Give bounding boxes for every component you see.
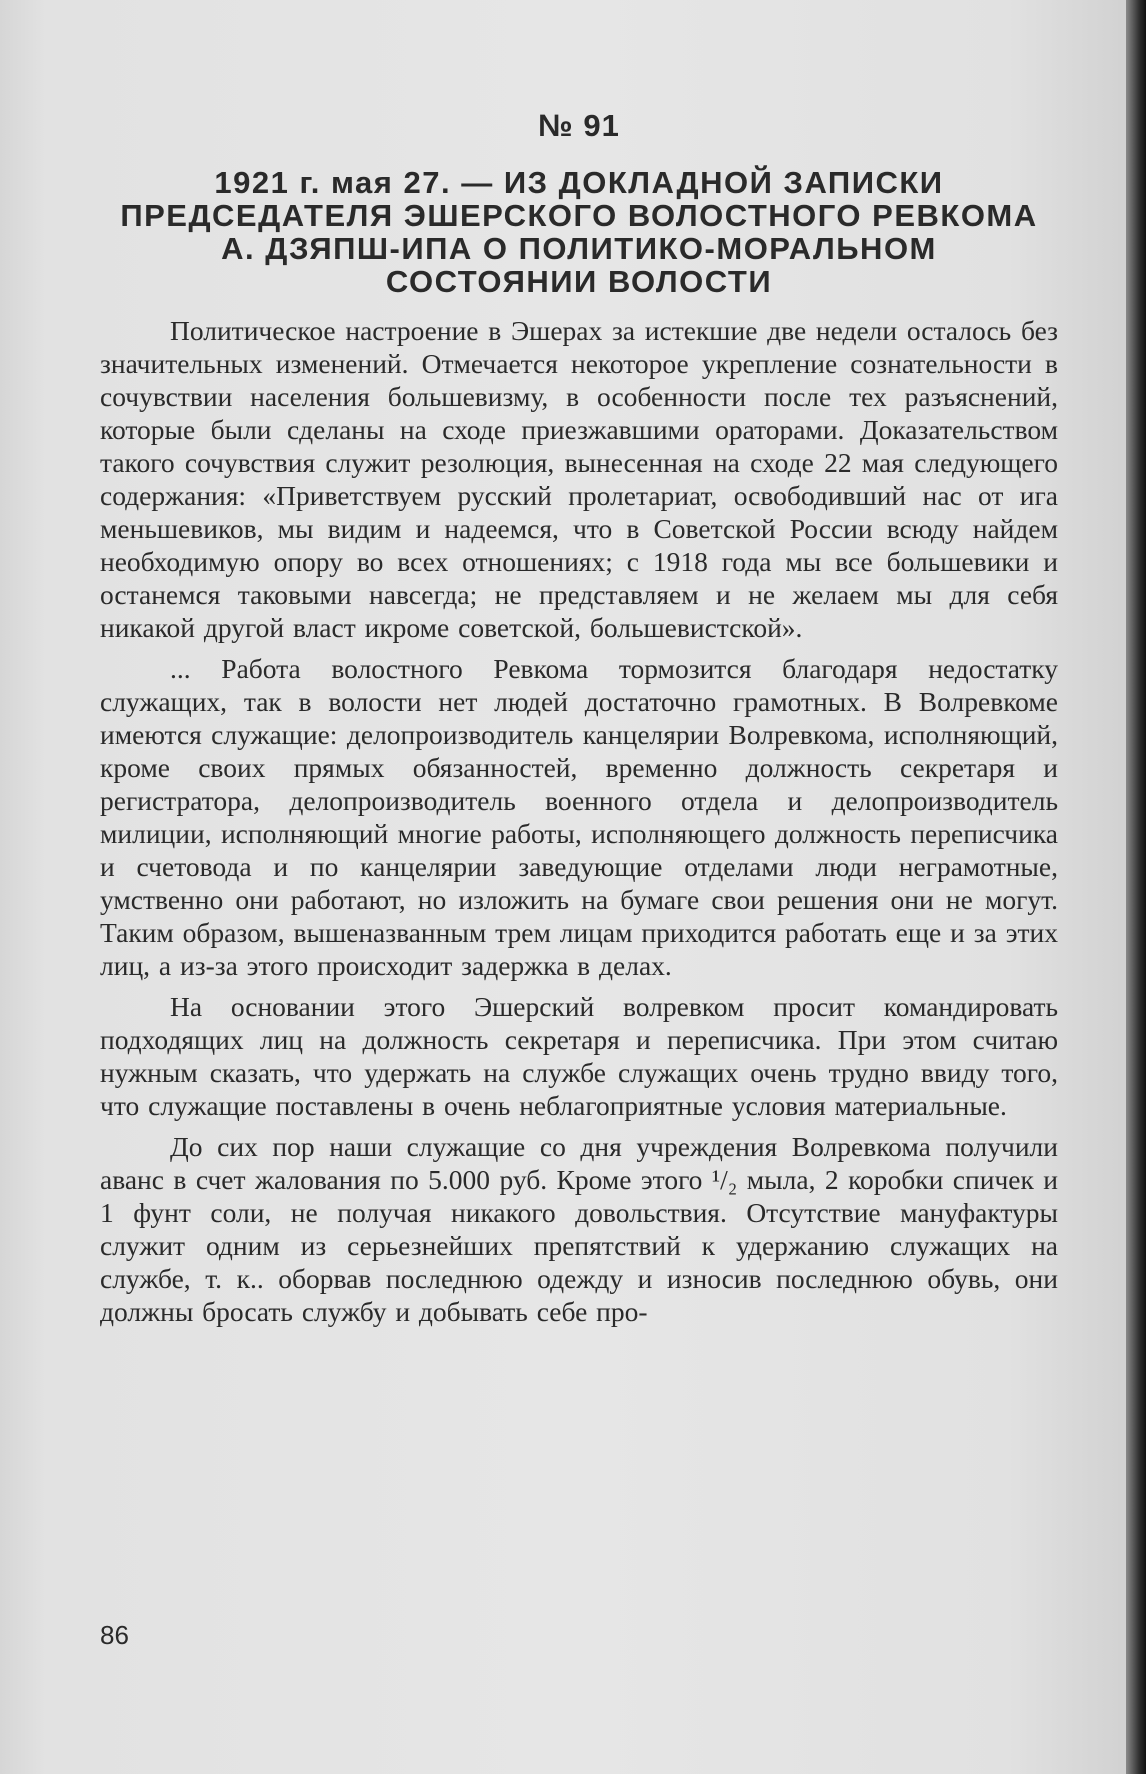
title-line: СОСТОЯНИИ ВОЛОСТИ — [385, 264, 773, 299]
title-line: ПРЕДСЕДАТЕЛЯ ЭШЕРСКОГО ВОЛОСТНОГО РЕВКОМА — [120, 198, 1038, 233]
document-number: № 91 — [538, 108, 620, 143]
scan-edge-shadow — [1126, 0, 1146, 1774]
paragraph-request: На основании этого Эшерский волревком просит командировать подходящих лиц на должность секретаря и переписчика. При этом считаю нужным сказать, что удержать на службе служащих очень трудно ввиду того, что служащие поставлены в очень неблагоприятные условия материальные. — [100, 991, 1058, 1121]
paragraph-salary: До сих пор наши служащие со дня учреждения Волревкома получили аванс в счет жалования по 5.000 руб. Кроме этого ¹/₂ мыла, 2 коробки спичек и 1 фунт соли, не получая никакого довольствия. Отсутствие мануфактуры служит одним из серьезнейших препятствий к удержанию служащих на службе, т. к.. оборвав последнюю одежду и износив последнюю обувь, они должны бросать службу и добывать себе про- — [100, 1131, 1058, 1327]
title-line: 1921 г. мая 27. — ИЗ ДОКЛАДНОЙ ЗАПИСКИ — [214, 165, 944, 200]
document-body — [100, 108, 1058, 1336]
paragraph-staff-shortage: ... Работа волостного Ревкома тормозится благодаря недостатку служащих, так в волости нет людей достаточно грамотных. В Волревкоме имеются служащие: делопроизводитель канцелярии Волревкома, исполняющий, кроме своих прямых обязанностей, временно должность секретаря и регистратора, делопроизводитель военного отдела и делопроизводитель милиции, исполняющий многие работы, исполняющего должность переписчика и счетовода и по канцелярии заведующие отделами люди неграмотные, умственно они работают, но изложить на бумаге свои решения они не могут. Таким образом, вышеназванным трем лицам приходится работать еще и за этих лиц, а из-за этого происходит задержка в делах. — [100, 653, 1058, 981]
page-number: 86 — [100, 1620, 129, 1650]
paragraph-political-mood: Политическое настроение в Эшерах за истекшие две недели осталось без значительных изменений. Отмечается некоторое укрепление сознательности в сочувствии населения большевизму, в особенности после тех разъяснений, которые были сделаны на сходе приезжавшими ораторами. Доказательством такого сочувствия служит резолюция, вынесенная на сходе 22 мая следующего содержания: «Приветствуем русский пролетариат, освободивший нас от ига меньшевиков, мы видим и надеемся, что в Советской России всюду найдем необходимую опору во всех отношениях; с 1918 года мы все большевики и останемся таковыми навсегда; не представляем и не желаем мы для себя никакой другой власт икроме советской, большевистской». — [100, 315, 1058, 643]
title-line: А. ДЗЯПШ-ИПА О ПОЛИТИКО-МОРАЛЬНОМ — [221, 231, 937, 266]
document-title — [100, 166, 1058, 298]
